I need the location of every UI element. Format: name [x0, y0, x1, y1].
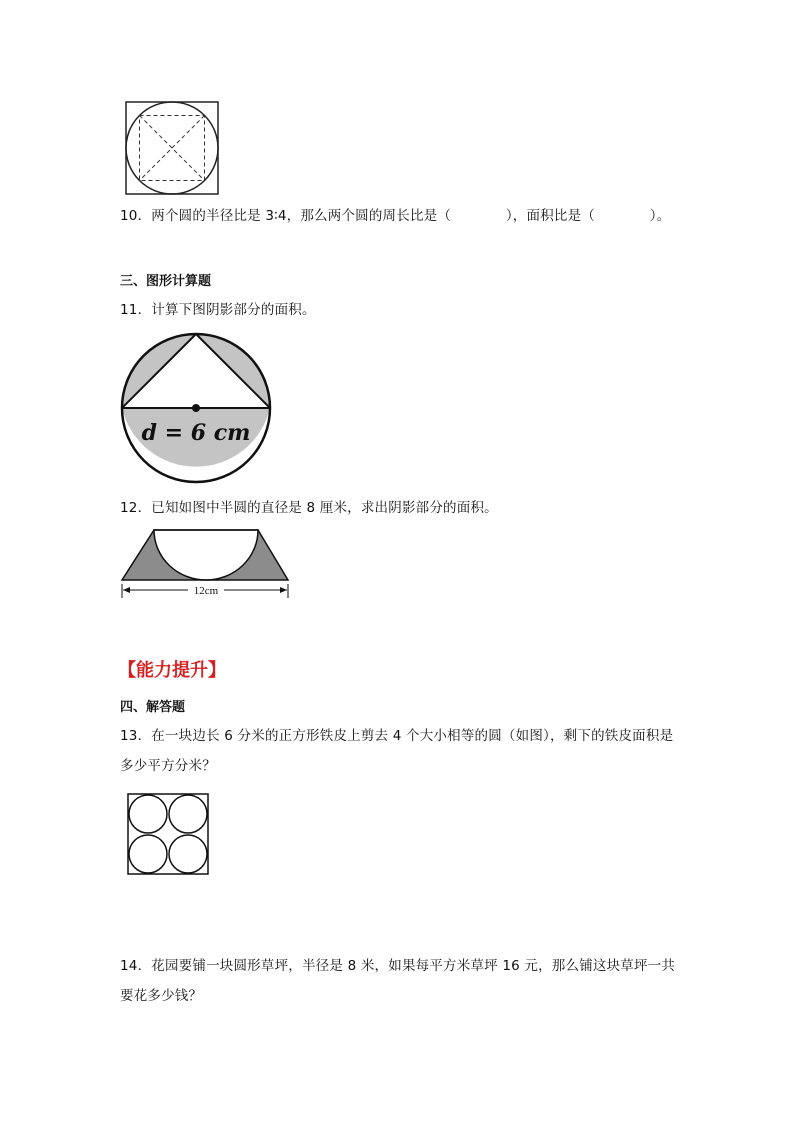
circle-bottom-right — [169, 835, 207, 873]
circle-bottom-left — [129, 835, 167, 873]
question-14-line1: 14．花园要铺一块圆形草坪，半径是 8 米，如果每平方米草坪 16 元，那么铺这块草坪一共 — [120, 958, 676, 974]
trapezoid-semicircle-figure — [120, 528, 292, 602]
question-14-line2: 要花多少钱？ — [120, 988, 203, 1004]
circle-top-left — [129, 795, 167, 833]
shaded-circle-figure — [120, 332, 276, 488]
diameter-label: d = 6 cm — [141, 420, 251, 446]
question-13-line2: 多少平方分米？ — [120, 758, 216, 774]
arrow-right — [280, 587, 287, 593]
question-11: 11．计算下图阴影部分的面积。 — [120, 302, 316, 318]
question-10: 10．两个圆的半径比是 3∶4，那么两个圆的周长比是（ ），面积比是（ ）。 — [120, 208, 671, 224]
circle-square-figure — [120, 98, 224, 198]
section-3-title: 三、图形计算题 — [120, 274, 212, 289]
circle-top-right — [169, 795, 207, 833]
arrow-left — [123, 587, 130, 593]
ability-banner: 【能力提升】 — [118, 660, 226, 681]
dimension-label: 12cm — [193, 585, 219, 597]
question-13-line1: 13．在一块边长 6 分米的正方形铁皮上剪去 4 个大小相等的圆（如图），剩下的铁皮面积是 — [120, 728, 674, 744]
section-4-title: 四、解答题 — [120, 700, 186, 715]
square-sheet — [128, 794, 208, 874]
four-circles-figure — [126, 792, 210, 876]
question-12: 12．已知如图中半圆的直径是 8 厘米，求出阴影部分的面积。 — [120, 500, 498, 516]
center-point — [192, 404, 200, 412]
